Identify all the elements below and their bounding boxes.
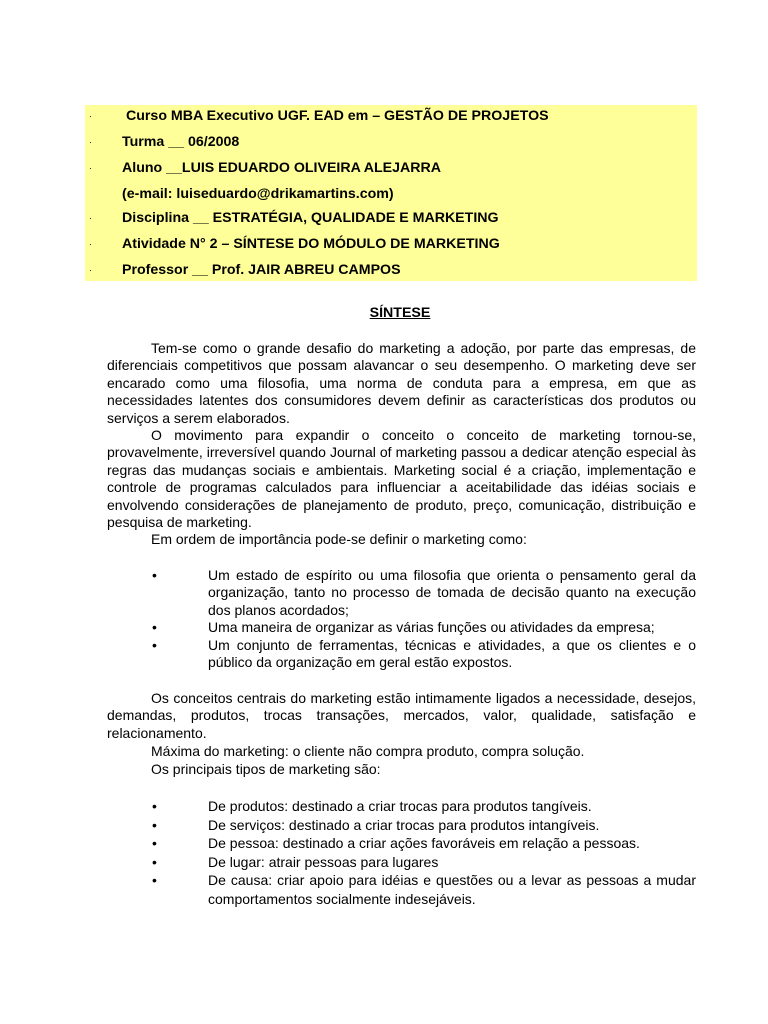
header-info-box: [85, 105, 697, 281]
paragraph-intro: Tem-se como o grande desafio do marketing a adoção, por parte das empresas, de diferenciais competitivos que possam alavancar o seu desempenho. O marketing deve ser encarado como uma filosofia, uma norma de conduta para a empresa, em que as necessidades latentes dos consumidores devem definir as características dos produtos ou serviços a serem elaborados.: [107, 340, 696, 426]
paragraph-types-intro: Os principais tipos de marketing são:: [151, 761, 381, 777]
header-student-text: Aluno __LUIS EDUARDO OLIVEIRA ALEJARRA: [122, 160, 441, 176]
list-item-text: Um conjunto de ferramentas, técnicas e atividades, a que os clientes e o público da organização em geral estão expostos.: [208, 636, 696, 671]
list-item-text: De produtos: destinado a criar trocas para produtos tangíveis.: [208, 798, 592, 814]
header-bullet: ·: [89, 137, 92, 147]
list-item: [107, 619, 696, 636]
bullet-dot: •: [152, 619, 157, 636]
marketing-types-list: [107, 797, 696, 909]
list-item: [107, 834, 696, 853]
paragraph-concepts: Os conceitos centrais do marketing estão intimamente ligados a necessidade, desejos, demandas, produtos, trocas transações, mercados, valor, qualidade, satisfação e relacionamento.: [107, 690, 696, 741]
definition-list: [107, 567, 696, 671]
list-item: [107, 853, 696, 872]
list-item-text: De serviços: destinado a criar trocas para produtos intangíveis.: [208, 816, 600, 833]
header-row-activity: [85, 233, 697, 255]
paragraph-importance: Em ordem de importância pode-se definir o marketing como:: [151, 531, 527, 547]
list-item-text: De lugar: atrair pessoas para lugares: [208, 853, 439, 870]
header-bullet: ·: [89, 213, 92, 223]
header-row-course: [85, 105, 697, 127]
bullet-dot: •: [152, 853, 157, 870]
header-row-email: [85, 183, 697, 205]
header-professor-text: Professor __ Prof. JAIR ABREU CAMPOS: [122, 262, 401, 278]
header-row-discipline: [85, 207, 697, 229]
paragraph-maxim: Máxima do marketing: o cliente não compra produto, compra solução.: [151, 743, 585, 759]
list-item-text: Uma maneira de organizar as várias funções ou atividades da empresa;: [208, 619, 655, 636]
list-item: [107, 567, 696, 619]
header-activity-text: Atividade N° 2 – SÍNTESE DO MÓDULO DE MARKETING: [122, 236, 500, 252]
header-bullet: ·: [89, 111, 92, 121]
list-item-text: De pessoa: destinado a criar ações favoráveis em relação a pessoas.: [208, 835, 640, 852]
paragraph-movement: O movimento para expandir o conceito o conceito de marketing tornou-se, provavelmente, irreversível quando Journal of marketing passou a dedicar atenção especial às regras das mudanças sociais e ambientais. Marketing social é a criação, implementação e controle de programas calculados para influenciar a aceitabilidade das idéias sociais e envolvendo considerações de planejamento de produto, preço, comunicação, distribuição e pesquisa de marketing.: [107, 427, 696, 531]
header-course-text: Curso MBA Executivo UGF. EAD em – GESTÃO DE PROJETOS: [126, 108, 549, 124]
bullet-dot: •: [152, 835, 157, 852]
bullet-dot: •: [152, 872, 157, 889]
header-row-professor: [85, 259, 697, 281]
document-title: SÍNTESE: [369, 305, 431, 321]
header-row-class: [85, 131, 697, 153]
header-email-text: (e-mail: luiseduardo@drikamartins.com): [122, 186, 394, 202]
bullet-dot: •: [152, 816, 157, 833]
list-item-text: Um estado de espírito ou uma filosofia que orienta o pensamento geral da organização, tanto no processo de tomada de decisão quanto na execução dos planos acordados;: [208, 567, 696, 618]
bullet-dot: •: [152, 636, 157, 653]
list-item: [107, 797, 696, 816]
bullet-dot: •: [152, 567, 157, 583]
bullet-dot: •: [152, 798, 157, 814]
list-item: [107, 816, 696, 835]
header-bullet: ·: [89, 239, 92, 249]
header-bullet: ·: [89, 163, 92, 173]
header-discipline-text: Disciplina __ ESTRATÉGIA, QUALIDADE E MARKETING: [122, 210, 499, 226]
header-class-text: Turma __ 06/2008: [122, 134, 240, 150]
list-item: [107, 871, 696, 908]
header-bullet: ·: [89, 265, 92, 275]
header-row-student: [85, 157, 697, 179]
list-item-text: De causa: criar apoio para idéias e questões ou a levar as pessoas a mudar comportamentos socialmente indesejáveis.: [208, 872, 696, 907]
list-item: [107, 637, 696, 672]
